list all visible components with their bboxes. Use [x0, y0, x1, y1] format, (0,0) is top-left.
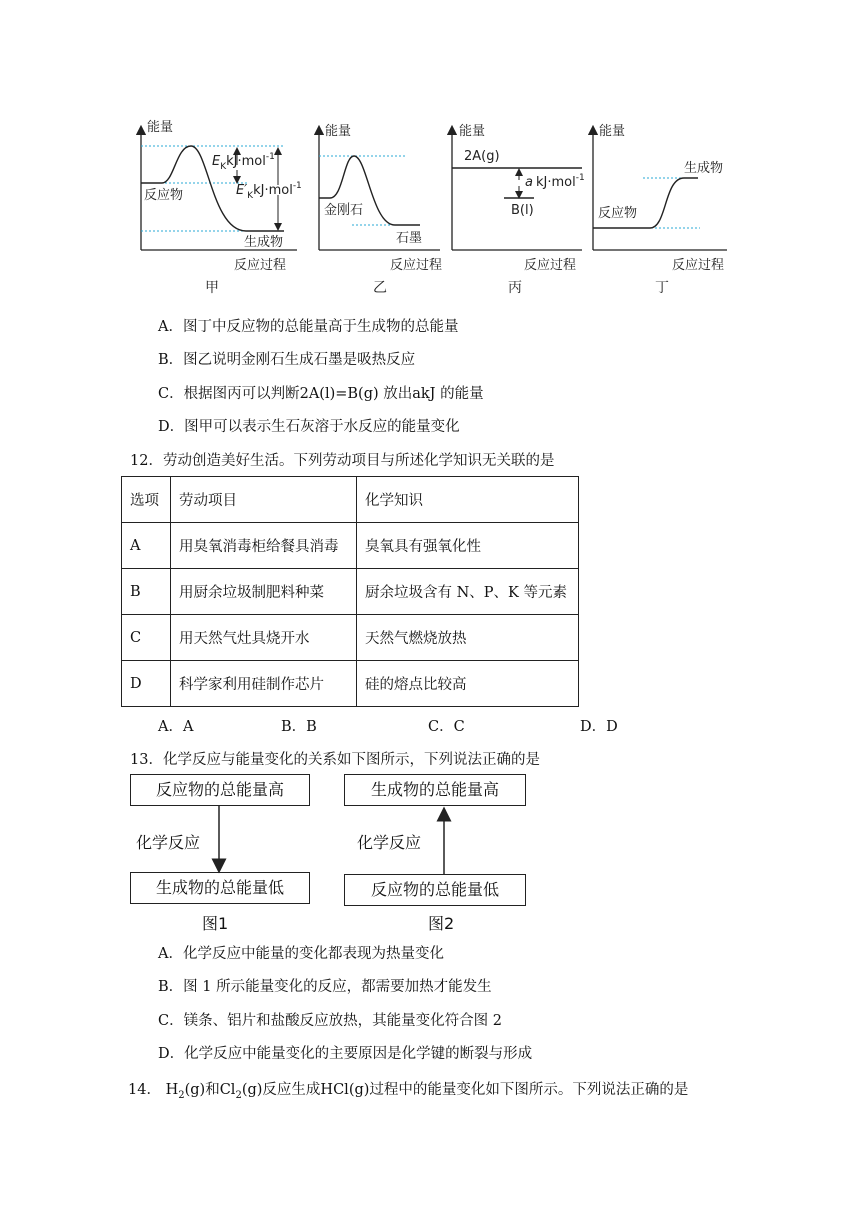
table-header: 化学知识 — [357, 477, 579, 523]
q13-option-c[interactable]: C．镁条、铝片和盐酸反应放热，其能量变化符合图 2 — [158, 1013, 502, 1029]
ding-caption: 丁 — [655, 280, 669, 296]
table-cell: 天然气燃烧放热 — [357, 615, 579, 661]
ding-reactant-label: 反应物 — [598, 206, 638, 221]
jia-axis-x: 反应过程 — [234, 258, 287, 273]
bing-bottom-label: B(l) — [511, 203, 534, 218]
jia-ekp-label: $E'_KkJ\cdot mol^{-1}$ — [236, 181, 302, 201]
q11-option-c[interactable]: C．根据图丙可以判断2A(l)=B(g) 放出akJ 的能量 — [158, 386, 484, 402]
q13-stem: 13．化学反应与能量变化的关系如下图所示，下列说法正确的是 — [130, 752, 540, 768]
jia-caption: 甲 — [205, 280, 219, 296]
table-cell: C — [122, 615, 171, 661]
yi-diamond-label: 金刚石 — [324, 203, 364, 218]
table-cell: 臭氧具有强氧化性 — [357, 523, 579, 569]
q12-answer-b[interactable]: B．B — [281, 719, 317, 735]
q14-g2: (g) — [241, 1082, 263, 1098]
yi-axis-y: 能量 — [325, 124, 352, 139]
q14-tail: 过程中的能量变化如下图所示。下列说法正确的是 — [369, 1082, 689, 1098]
q12-answer-a[interactable]: A．A — [158, 719, 194, 735]
q14-mid: 反应生成 — [262, 1082, 321, 1098]
jia-ek-label: $E_KkJ\cdot mol^{-1}$ — [212, 152, 275, 172]
table-header: 选项 — [122, 477, 171, 523]
ding-axis-x: 反应过程 — [672, 258, 725, 273]
table-cell: 用天然气灶具烧开水 — [171, 615, 357, 661]
table-cell: 科学家利用硅制作芯片 — [171, 661, 357, 707]
q14-g1: (g) — [184, 1082, 206, 1098]
bing-axis-x: 反应过程 — [524, 258, 577, 273]
q14-h2: H — [165, 1082, 179, 1098]
jia-product-label: 生成物 — [244, 235, 284, 250]
q11-option-a[interactable]: A．图丁中反应物的总能量高于生成物的总能量 — [158, 319, 459, 335]
jia-reactant-label: 反应物 — [144, 188, 184, 203]
bing-top-label: 2A(g) — [464, 149, 500, 164]
table-cell: A — [122, 523, 171, 569]
yi-graphite-label: 石墨 — [396, 231, 423, 246]
q12-stem: 12．劳动创造美好生活。下列劳动项目与所述化学知识无关联的是 — [130, 453, 555, 469]
fig2-reaction-label: 化学反应 — [357, 833, 422, 852]
fig1-top-box: 反应物的总能量高 — [130, 774, 310, 806]
fig2-top-box: 生成物的总能量高 — [344, 774, 526, 806]
q14-g3: (g) — [348, 1082, 370, 1098]
fig2-bottom-box: 反应物的总能量低 — [344, 874, 526, 906]
table-cell: 用臭氧消毒柜给餐具消毒 — [171, 523, 357, 569]
q14-and: 和 — [205, 1082, 220, 1098]
ding-axis-y: 能量 — [599, 124, 626, 139]
bing-caption: 丙 — [508, 280, 522, 296]
fig1-reaction-label: 化学反应 — [136, 833, 201, 852]
q12-answer-d[interactable]: D．D — [580, 719, 618, 735]
fig1-bottom-box: 生成物的总能量低 — [130, 872, 310, 904]
q11-option-b[interactable]: B．图乙说明金刚石生成石墨是吸热反应 — [158, 352, 416, 368]
yi-caption: 乙 — [373, 280, 387, 296]
q11-option-d[interactable]: D．图甲可以表示生石灰溶于水反应的能量变化 — [158, 419, 460, 435]
q14-hcl: HCl — [320, 1082, 349, 1098]
q13-option-d[interactable]: D．化学反应中能量变化的主要原因是化学键的断裂与形成 — [158, 1046, 533, 1062]
table-cell: B — [122, 569, 171, 615]
q14-stem — [128, 1078, 688, 1101]
q13-option-b[interactable]: B．图 1 所示能量变化的反应，都需要加热才能发生 — [158, 979, 492, 995]
table-cell: 厨余垃圾含有 N、P、K 等元素 — [357, 569, 579, 615]
q13-option-a[interactable]: A．化学反应中能量的变化都表现为热量变化 — [158, 946, 444, 962]
table-header: 劳动项目 — [171, 477, 357, 523]
q14-cl2-sub: 2 — [235, 1089, 242, 1101]
q14-cl2: Cl — [219, 1082, 236, 1098]
q14-h2-sub: 2 — [178, 1089, 185, 1101]
table-cell: 用厨余垃圾制肥料种菜 — [171, 569, 357, 615]
ding-product-label: 生成物 — [684, 161, 724, 176]
q12-answer-c[interactable]: C．C — [428, 719, 465, 735]
table-cell: D — [122, 661, 171, 707]
fig2-caption: 图2 — [428, 914, 455, 933]
table-cell: 硅的熔点比较高 — [357, 661, 579, 707]
bing-a-label: a kJ·mol$^{-1}$ — [525, 173, 585, 190]
yi-axis-x: 反应过程 — [390, 258, 443, 273]
jia-axis-y: 能量 — [147, 120, 174, 135]
bing-axis-y: 能量 — [459, 124, 486, 139]
q14-number: 14． — [128, 1082, 161, 1098]
fig1-caption: 图1 — [202, 914, 229, 933]
